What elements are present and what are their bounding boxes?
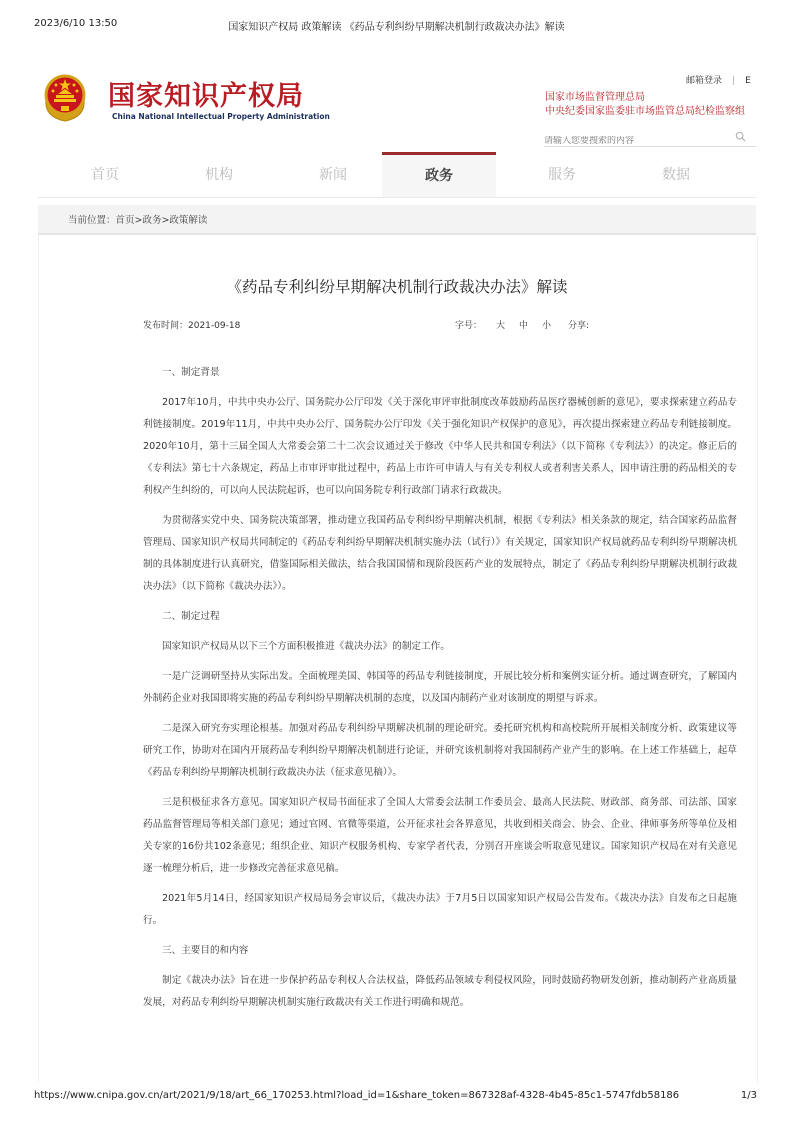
section-heading: 二、制定过程	[162, 611, 220, 622]
font-size-medium[interactable]: 中	[519, 321, 529, 331]
paragraph: 为贯彻落实党中央、国务院决策部署，推动建立我国药品专利纠纷早期解决机制，根据《专利法》相关条款的规定，结合国家药品监督管理局、国家知识产权局共同制定的《药品专利纠纷早期解决机制实施办法（试行）》有关规定，国家知识产权局就药品专利纠纷早期解决机制的具体制度进行认真研究，借鉴国际相关做法，结合我国国情和现阶段医药产业的发展特点，制定了《药品专利纠纷早期解决机制行政裁决办法》（以下简称《裁决办法》）。	[143, 515, 737, 592]
nav-item-news[interactable]: 新闻	[319, 167, 347, 183]
print-header	[0, 18, 793, 34]
paragraph: 二是深入研究夯实理论根基。加强对药品专利纠纷早期解决机制的理论研究。委托研究机构和高校院所开展相关制度分析、政策建议等研究工作，协助对在国内开展药品专利纠纷早期解决机制进行论证，并研究该机制将对我国制药产业产生的影响。在上述工作基础上，起草《药品专利纠纷早期解决机制行政裁决办法（征求意见稿）》。	[143, 723, 737, 778]
publish-date: 发布时间：2021-09-18	[143, 321, 241, 331]
national-emblem-icon[interactable]	[40, 71, 90, 123]
site-title-english: China National Intellectual Property Administration	[112, 112, 330, 121]
main-nav	[38, 152, 756, 198]
nav-item-home[interactable]: 首页	[91, 167, 119, 183]
print-url: https://www.cnipa.gov.cn/art/2021/9/18/art_66_170253.html?load_id=1&share_token=867328af-4328-4b45-85c1-5747fdb58186	[34, 1090, 680, 1101]
discipline-inspection-link[interactable]: 中央纪委国家监委驻市场监管总局纪检监察组	[545, 106, 745, 117]
paragraph: 2021年5月14日，经国家知识产权局局务会审议后，《裁决办法》于7月5日以国家知识产权局公告发布。《裁决办法》自发布之日起施行。	[143, 893, 737, 926]
paragraph: 一是广泛调研坚持从实际出发。全面梳理美国、韩国等的药品专利链接制度，开展比较分析和案例实证分析。通过调查研究，了解国内外制药企业对我国即将实施的药品专利纠纷早期解决机制的态度，以及国内制药产业对该制度的期望与诉求。	[143, 671, 737, 704]
article-title: 《药品专利纠纷早期解决机制行政裁决办法》解读	[226, 278, 568, 296]
nav-item-government-affairs[interactable]: 政务	[382, 152, 496, 197]
search-input[interactable]	[544, 136, 694, 146]
article-body	[143, 362, 737, 1022]
search-box	[544, 128, 756, 147]
print-title: 国家知识产权局 政策解读 《药品专利纠纷早期解决机制行政裁决办法》解读	[228, 22, 565, 33]
font-size-large[interactable]: 大	[496, 321, 506, 331]
paragraph: 制定《裁决办法》旨在进一步保护药品专利权人合法权益，降低药品领域专利侵权风险，同时鼓励药物研发创新，推动制药产业高质量发展，对药品专利纠纷早期解决机制实施行政裁决有关工作进行明确和规范。	[143, 975, 737, 1008]
font-size-controls	[455, 318, 565, 331]
section-heading: 三、主要目的和内容	[162, 945, 249, 956]
paragraph: 2017年10月，中共中央办公厅、国务院办公厅印发《关于深化审评审批制度改革鼓励药品医疗器械创新的意见》，要求探索建立药品专利链接制度。2019年11月，中共中央办公厅、国务院办公厅印发《关于强化知识产权保护的意见》，再次提出探索建立药品专利链接制度。2020年10月，第十三届全国人大常委会第二十二次会议通过关于修改《中华人民共和国专利法》（以下简称《专利法》）的决定。修正后的《专利法》第七十六条规定，药品上市审评审批过程中，药品上市许可申请人与有关专利权人或者利害关系人，因申请注册的药品相关的专利权产生纠纷的，可以向人民法院起诉，也可以向国务院专利行政部门请求行政裁决。	[143, 397, 737, 496]
section-heading: 一、制定背景	[162, 367, 220, 378]
paragraph: 国家知识产权局从以下三个方面积极推进《裁决办法》的制定工作。	[162, 641, 450, 652]
breadcrumb-bar	[38, 205, 756, 235]
nav-item-data[interactable]: 数据	[662, 167, 690, 183]
english-link[interactable]: E	[745, 76, 751, 86]
search-icon[interactable]	[735, 131, 746, 142]
share-label: 分享:	[568, 321, 590, 331]
print-page-number: 1/3	[740, 1090, 757, 1101]
samr-link[interactable]: 国家市场监督管理总局	[545, 92, 645, 103]
nav-item-org[interactable]: 机构	[205, 167, 233, 183]
email-login-link[interactable]: 邮箱登录	[686, 76, 723, 86]
font-size-small[interactable]: 小	[542, 321, 552, 331]
nav-item-services[interactable]: 服务	[548, 167, 576, 183]
divider: |	[732, 76, 736, 86]
breadcrumb[interactable]: 当前位置：首页>政务>政策解读	[68, 215, 208, 226]
print-datetime: 2023/6/10 13:50	[34, 18, 118, 29]
top-links	[686, 73, 751, 86]
print-footer	[0, 1090, 793, 1106]
font-size-label: 字号：	[455, 321, 483, 331]
site-title[interactable]: 国家知识产权局	[108, 81, 304, 112]
paragraph: 三是积极征求各方意见。国家知识产权局书面征求了全国人大常委会法制工作委员会、最高人民法院、财政部、商务部、司法部、国家药品监督管理局等相关部门意见；通过官网、官微等渠道，公开征求社会各界意见，共收到相关商会、协会、企业、律师事务所等单位及相关专家的16份共102条意见；组织企业、知识产权服务机构、专家学者代表，分别召开座谈会听取意见建议。国家知识产权局在对有关意见逐一梳理分析后，进一步修改完善征求意见稿。	[143, 797, 737, 874]
